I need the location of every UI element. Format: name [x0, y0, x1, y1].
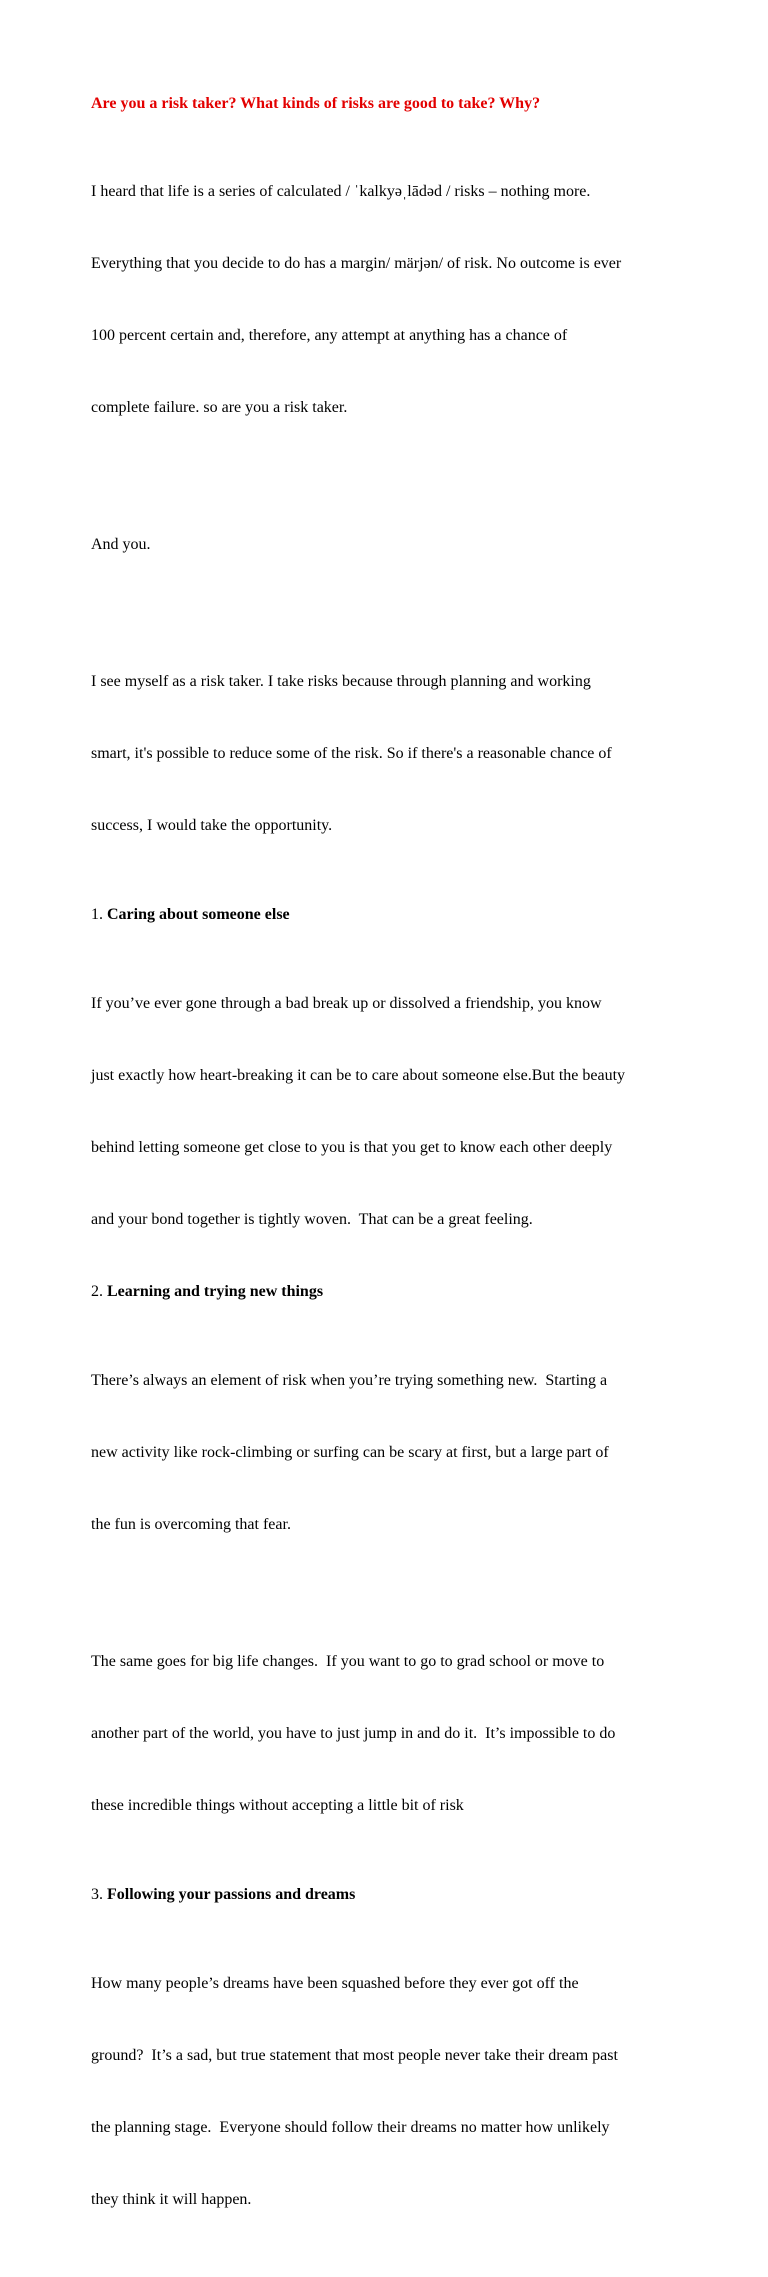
text-line: another part of the world, you have to just jump in and do it. It’s impossible to do — [91, 1725, 616, 1742]
text-line: they think it will happen. — [91, 2191, 252, 2208]
text-line: just exactly how heart-breaking it can be to care about someone else.But the beauty — [91, 1067, 626, 1084]
section-2-paragraph-1 — [91, 1321, 711, 1585]
text-line: complete failure. so are you a risk taker. — [91, 399, 348, 416]
text-line: these incredible things without accepting a little bit of risk — [91, 1797, 464, 1814]
section-number: 2. — [91, 1283, 107, 1300]
text-line: smart, it's possible to reduce some of the risk. So if there's a reasonable chance of — [91, 745, 612, 762]
self-paragraph — [91, 622, 711, 886]
section-heading-text: Following your passions and dreams — [107, 1886, 356, 1903]
section-number: 3. — [91, 1886, 107, 1903]
intro-paragraph — [91, 132, 711, 468]
text-line: Everything that you decide to do has a margin/ märjən/ of risk. No outcome is ever — [91, 255, 622, 272]
text-line: the planning stage. Everyone should follow their dreams no matter how unlikely — [91, 2119, 610, 2136]
section-heading-text: Learning and trying new things — [107, 1283, 324, 1300]
section-2-paragraph-2 — [91, 1602, 711, 1866]
text-line: the fun is overcoming that fear. — [91, 1516, 291, 1533]
text-line: new activity like rock-climbing or surfing can be scary at first, but a large part of — [91, 1444, 609, 1461]
section-1-paragraph — [91, 944, 711, 1280]
and-you-paragraph — [91, 485, 711, 605]
text-line: ground? It’s a sad, but true statement that most people never take their dream past — [91, 2047, 618, 2064]
text-line: There’s always an element of risk when you’re trying something new. Starting a — [91, 1372, 608, 1389]
section-heading-1 — [91, 903, 711, 927]
section-heading-2 — [91, 1280, 711, 1304]
section-heading-text: Caring about someone else — [107, 906, 290, 923]
text-line: success, I would take the opportunity. — [91, 817, 333, 834]
text-line: and your bond together is tightly woven. That can be a great feeling. — [91, 1211, 533, 1228]
section-heading-3 — [91, 1883, 711, 1907]
text-line: I see myself as a risk taker. I take risks because through planning and working — [91, 673, 591, 690]
text-line: If you’ve ever gone through a bad break up or dissolved a friendship, you know — [91, 995, 602, 1012]
text-line: behind letting someone get close to you is that you get to know each other deeply — [91, 1139, 613, 1156]
text-line: How many people’s dreams have been squashed before they ever got off the — [91, 1975, 579, 1992]
text-line: I heard that life is a series of calculated / ˈkalkyəˌlādəd / risks – nothing more. — [91, 183, 591, 200]
text-line: The same goes for big life changes. If you want to go to grad school or move to — [91, 1653, 605, 1670]
document-title: Are you a risk taker? What kinds of risks are good to take? Why? — [91, 95, 541, 112]
section-number: 1. — [91, 906, 107, 923]
text-line: 100 percent certain and, therefore, any attempt at anything has a chance of — [91, 327, 568, 344]
section-3-paragraph — [91, 1924, 711, 2260]
text-line: And you. — [91, 536, 151, 553]
document-page — [91, 92, 711, 2277]
